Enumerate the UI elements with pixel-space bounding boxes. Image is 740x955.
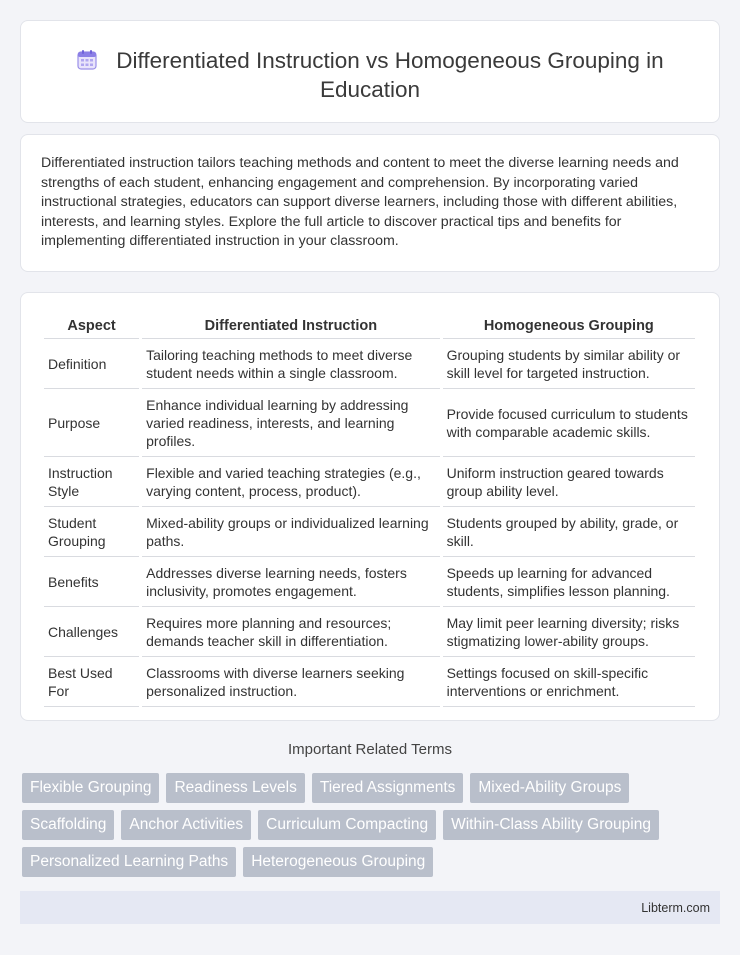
cell-homogeneous: Uniform instruction geared towards group ability level. bbox=[443, 457, 695, 507]
page-title-text: Differentiated Instruction vs Homogeneous Grouping in Education bbox=[116, 48, 664, 102]
cell-differentiated: Mixed-ability groups or individualized learning paths. bbox=[142, 507, 439, 557]
cell-aspect: Definition bbox=[44, 339, 139, 389]
cell-differentiated: Flexible and varied teaching strategies (e.g., varying content, process, product). bbox=[142, 457, 439, 507]
related-term-chip[interactable]: Heterogeneous Grouping bbox=[243, 847, 433, 877]
table-row bbox=[44, 457, 695, 507]
cell-homogeneous: Students grouped by ability, grade, or skill. bbox=[443, 507, 695, 557]
page-title bbox=[51, 46, 689, 104]
cell-aspect: Best Used For bbox=[44, 657, 139, 707]
cell-homogeneous: May limit peer learning diversity; risks stigmatizing lower-ability groups. bbox=[443, 607, 695, 657]
header-differentiated: Differentiated Instruction bbox=[142, 314, 439, 339]
related-term-chip[interactable]: Personalized Learning Paths bbox=[22, 847, 236, 877]
related-terms-list bbox=[22, 773, 702, 877]
related-term-chip[interactable]: Tiered Assignments bbox=[312, 773, 464, 803]
cell-aspect: Benefits bbox=[44, 557, 139, 607]
table-header-row bbox=[44, 314, 695, 339]
comparison-card bbox=[20, 292, 720, 721]
cell-aspect: Instruction Style bbox=[44, 457, 139, 507]
calendar-icon bbox=[76, 49, 98, 71]
cell-differentiated: Addresses diverse learning needs, fosters inclusivity, promotes engagement. bbox=[142, 557, 439, 607]
table-row bbox=[44, 339, 695, 389]
cell-aspect: Student Grouping bbox=[44, 507, 139, 557]
cell-homogeneous: Settings focused on skill-specific interventions or enrichment. bbox=[443, 657, 695, 707]
cell-differentiated: Requires more planning and resources; demands teacher skill in differentiation. bbox=[142, 607, 439, 657]
cell-aspect: Purpose bbox=[44, 389, 139, 457]
cell-differentiated: Classrooms with diverse learners seeking personalized instruction. bbox=[142, 657, 439, 707]
cell-aspect: Challenges bbox=[44, 607, 139, 657]
related-term-chip[interactable]: Anchor Activities bbox=[121, 810, 251, 840]
cell-homogeneous: Speeds up learning for advanced students, simplifies lesson planning. bbox=[443, 557, 695, 607]
comparison-table bbox=[41, 314, 698, 707]
header-aspect: Aspect bbox=[44, 314, 139, 339]
related-term-chip[interactable]: Readiness Levels bbox=[166, 773, 304, 803]
footer bbox=[20, 891, 720, 924]
related-terms-title: Important Related Terms bbox=[288, 741, 452, 758]
cell-differentiated: Enhance individual learning by addressing varied readiness, interests, and learning profiles. bbox=[142, 389, 439, 457]
cell-homogeneous: Provide focused curriculum to students with comparable academic skills. bbox=[443, 389, 695, 457]
cell-homogeneous: Grouping students by similar ability or skill level for targeted instruction. bbox=[443, 339, 695, 389]
table-row bbox=[44, 389, 695, 457]
related-term-chip[interactable]: Flexible Grouping bbox=[22, 773, 159, 803]
table-row bbox=[44, 607, 695, 657]
table-row bbox=[44, 557, 695, 607]
header-homogeneous: Homogeneous Grouping bbox=[443, 314, 695, 339]
intro-card bbox=[20, 134, 720, 272]
related-term-chip[interactable]: Mixed-Ability Groups bbox=[470, 773, 629, 803]
table-row bbox=[44, 507, 695, 557]
footer-site-link[interactable]: Libterm.com bbox=[641, 901, 710, 915]
related-term-chip[interactable]: Curriculum Compacting bbox=[258, 810, 436, 840]
intro-paragraph: Differentiated instruction tailors teaching methods and content to meet the diverse learning needs and strengths of each student, enhancing engagement and comprehension. By incorporating varied instructional strategies, educators can support diverse learners, including those with different abilities, interests, and learning styles. Explore the full article to discover practical tips and benefits for implementing differentiated instruction in your classroom. bbox=[41, 155, 679, 250]
header-card bbox=[20, 20, 720, 123]
related-term-chip[interactable]: Within-Class Ability Grouping bbox=[443, 810, 659, 840]
table-row bbox=[44, 657, 695, 707]
related-term-chip[interactable]: Scaffolding bbox=[22, 810, 114, 840]
cell-differentiated: Tailoring teaching methods to meet diverse student needs within a single classroom. bbox=[142, 339, 439, 389]
